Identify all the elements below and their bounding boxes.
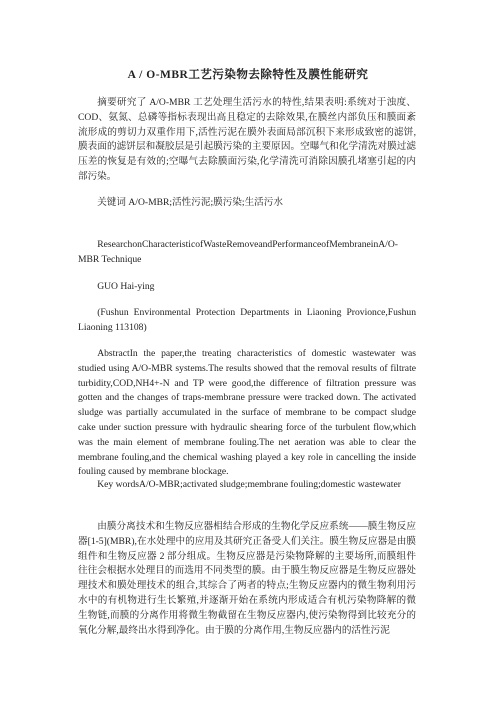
keywords-en: Key wordsA/O-MBR;activated sludge;membrane fouling;domestic wastewater: [97, 479, 401, 490]
paper-title: A / O-MBR工艺污染物去除特性及膜性能研究: [127, 69, 369, 81]
body-paragraph: 由膜分离技术和生物反应器相结合形成的生物化学反应系统——膜生物反应器[1-5](MBR),在水处理中的应用及其研究正备受人们关注。膜生物反应器是由膜组件和生物反应器 2 部分组成。生物反应器是污染物降解的主要场所,而膜组件往往会根据水处理目的而选用不同类型的膜。由于膜生物反应器是生物反应器处理技术和膜处理技术的组合,其综合了两者的特点;生物反应器内的微生物利用污水中的有机物进行生长繁殖,并逐渐开始在系统内形成适合有机污染物降解的微生物链,而膜的分离作用将微生物截留在生物反应器内,使污染物得到比较充分的氧化分解,最终出水得到净化。由于膜的分离作用,生物反应器内的活性污泥: [78, 521, 416, 636]
abstract-en: AbstractIn the paper,the treating characteristics of domestic wastewater was studied using A/O-MBR systems.The results showed that the removal results of filtrate turbidity,COD,NH4+-N and TP were good,the difference of filtration pressure was gotten and the changes of traps-membrane pressure were tracked down. The activated sludge was partially accumulated in the surface of membrane to be compact sludge cake under suction pressure with hydraulic shearing force of the turbulent flow,which was the main element of membrane fouling.The net aeration was able to clear the membrane fouling,and the chemical washing played a key role in cancelling the inside fouling caused by membrane blockage.: [78, 348, 416, 478]
author-en: GUO Hai-ying: [97, 281, 155, 292]
affiliation-en: (Fushun Environmental Protection Departments in Liaoning Provionce,Fushun Liaoning 113108): [78, 307, 416, 333]
english-title: ResearchonCharacteristicofWasteRemoveandPerformanceofMembraneinA/O-MBR Technique: [78, 239, 398, 265]
abstract-cn: 摘要研究了 A/O-MBR 工艺处理生活污水的特性,结果表明:系统对于浊度、COD、氨氮、总磷等指标表现出高且稳定的去除效果,在膜丝内部负压和膜面紊流形成的剪切力双重作用下,活性污泥在膜外表面局部沉积下来形成致密的滤饼,膜表面的滤饼层和凝胶层是引起膜污染的主要原因。空曝气和化学清洗对膜过滤压差的恢复是有效的;空曝气去除膜面污染,化学清洗可消除因膜孔堵塞引起的内部污染。: [78, 97, 416, 182]
keywords-cn: 关键词 A/O-MBR;活性污泥;膜污染;生活污水: [97, 197, 283, 208]
